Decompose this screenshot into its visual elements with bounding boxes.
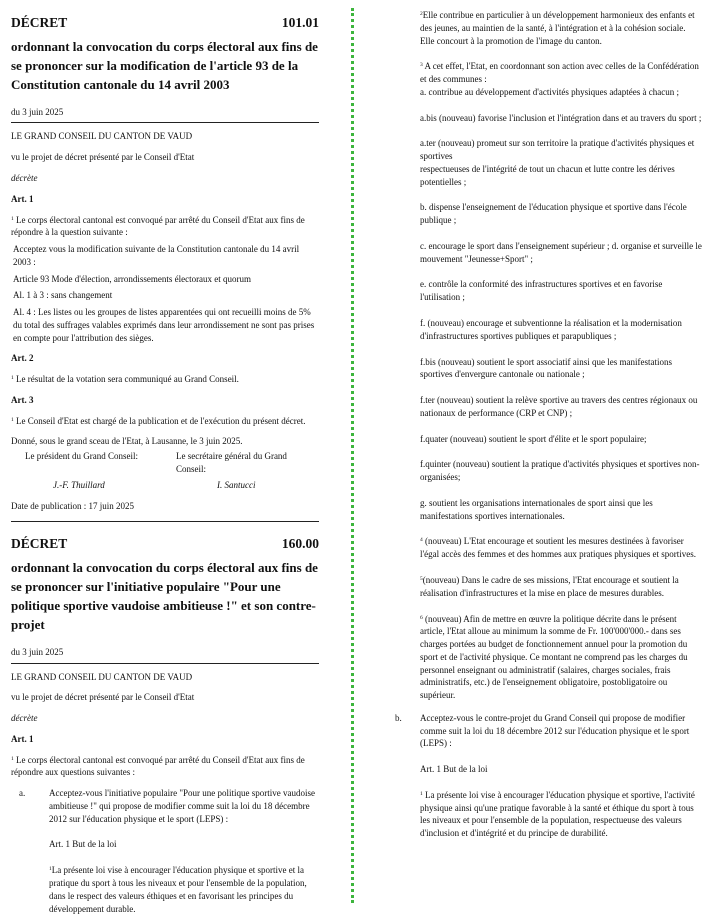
law-paragraph: $^1$La présente loi vise à encourager l'éducation physique et sportive et la pratique du sport à tous les niveaux et pour l'ensemble de la population, dans le respect des valeurs éthiques et en favorisant les principes du développement durable. xyxy=(49,865,307,914)
law-letter: f.quater (nouveau) soutient le sport d'élite et le sport populaire; xyxy=(420,433,647,444)
law-letter: b. dispense l'enseignement de l'éducation physique et sportive dans l'école publique ; xyxy=(420,202,687,226)
law-letter: c. encourage le sport dans l'enseignement supérieur ; d. organise et surveille le mouvement "Jeunesse+Sport" ; xyxy=(420,240,702,264)
council-name: LE GRAND CONSEIL DU CANTON DE VAUD xyxy=(11,131,193,142)
item-label: a. xyxy=(19,788,26,799)
decree-title: ordonnant la convocation du corps électoral aux fins de se prononcer sur l'initiative populaire "Pour une politique sportive vaudoise ambitieuse !" et son contre-projet xyxy=(11,560,318,632)
paragraph: $^1$ Le Conseil d'Etat est chargé de la publication et de l'exécution du présent décret. xyxy=(11,415,306,426)
column-divider xyxy=(351,8,354,903)
preamble: vu le projet de décret présenté par le Conseil d'Etat xyxy=(11,152,195,163)
law-article-title: Art. 1 But de la loi xyxy=(420,764,488,775)
law-paragraph: $^4$ (nouveau) L'Etat encourage et soutient les mesures destinées à favoriser l'égal accès des femmes et des hommes aux pratiques physiques et sportives. xyxy=(420,536,697,560)
signature-role: Le secrétaire général du Grand Conseil: xyxy=(176,451,287,474)
law-paragraph: $^1$ La présente loi vise à encourager l'éducation physique et sportive, l'activité physique ainsi qu'une pratique favorable à la santé et éthique du sport à tous les niveaux et pour l'ensemble de la population, respectueuse des valeurs d'inclusion et d'intégrité et du principe de durabilité. xyxy=(420,789,695,839)
item-text: Acceptez-vous le contre-projet du Grand Conseil qui propose de modifier comme suit la loi du 18 décembre 2012 sur l'éducation physique et le sport (LEPS) : xyxy=(420,712,690,749)
item-text: Acceptez-vous l'initiative populaire "Pour une politique sportive vaudoise ambitieuse !" qui propose de modifier comme suit la loi du 18 décembre 2012 sur l'éducation physique et le sport (LEPS) : xyxy=(49,788,315,824)
signature-name: J.-F. Thuillard xyxy=(53,479,105,490)
law-letter: f.quinter (nouveau) soutient la pratique d'activités physiques et sportives non-organisées; xyxy=(420,459,700,483)
question-paragraph: Al. 4 : Les listes ou les groupes de listes apparentées qui ont recueilli moins de 5% du total des suffrages valables exprimés dans leur arrondissement ne sont pas prises en compte pour l'attribution des sièges. xyxy=(13,307,315,343)
signature-name: I. Santucci xyxy=(217,479,256,490)
preamble: vu le projet de décret présenté par le Conseil d'Etat xyxy=(11,692,195,703)
decree-date: du 3 juin 2025 xyxy=(11,106,64,117)
law-letter: respectueuses de l'intégrité de tout un chacun et lutte contre les dérives potentielles ; xyxy=(420,163,675,187)
divider-rule xyxy=(11,663,319,664)
item-label: b. xyxy=(395,712,402,723)
decree-title: ordonnant la convocation du corps électoral aux fins de se prononcer sur la modification de l'article 93 de la Constitution cantonale du 14 avril 2003 xyxy=(11,39,318,92)
decree-date: du 3 juin 2025 xyxy=(11,646,64,657)
decree-heading: DÉCRET xyxy=(11,536,68,552)
question-article: Article 93 Mode d'élection, arrondissements électoraux et quorum xyxy=(13,273,252,284)
law-letter: f. (nouveau) encourage et subventionne la réalisation et la modernisation d'infrastructures sportives publiques et parapubliques ; xyxy=(420,318,682,341)
law-letter: g. soutient les organisations internationales de sport ainsi que les manifestations sportives internationales. xyxy=(420,497,653,521)
left-column xyxy=(11,0,319,915)
decree-number: 101.01 xyxy=(281,15,319,30)
law-paragraph: $^2$Elle contribue en particulier à un développement harmonieux des enfants et des jeunes, au maintien de la santé, à l'intégration et à la cohésion sociale. Elle concourt à la promotion de l'image du canton. xyxy=(420,10,695,46)
decree-heading: DÉCRET xyxy=(11,15,68,30)
publication-date: Date de publication : 17 juin 2025 xyxy=(11,500,134,511)
paragraph: $^1$ Le résultat de la votation sera communiqué au Grand Conseil. xyxy=(11,374,239,385)
signature-names xyxy=(11,479,319,492)
article-title: Art. 1 xyxy=(11,193,34,204)
right-column xyxy=(395,0,702,840)
question: Acceptez vous la modification suivante de la Constitution cantonale du 14 avril 2003 : xyxy=(13,244,300,267)
paragraph: $^1$ Le corps électoral cantonal est convoqué par arrêté du Conseil d'Etat aux fins de répondre aux questions suivantes : xyxy=(11,754,305,778)
article-title: Art. 3 xyxy=(11,394,34,405)
law-paragraph: $^3$ A cet effet, l'Etat, en coordonnant son action avec celles de la Confédération et des communes : xyxy=(420,61,699,85)
decree-header xyxy=(11,0,319,32)
given-line: Donné, sous le grand sceau de l'Etat, à Lausanne, le 3 juin 2025. xyxy=(11,436,243,447)
divider-rule xyxy=(11,122,319,123)
decrees-word: décrète xyxy=(11,172,38,183)
decrees-word: décrète xyxy=(11,713,38,724)
question-item xyxy=(395,712,702,840)
law-paragraph: $^5$(nouveau) Dans le cadre de ses missions, l'Etat encourage et soutient la réalisation d'infrastructures et la mise en place de mesures durables. xyxy=(420,574,679,598)
question-paragraph: Al. 1 à 3 : sans changement xyxy=(13,290,113,301)
law-letter: e. contrôle la conformité des infrastructures sportives et en favorise l'utilisation ; xyxy=(420,279,663,303)
decree-number: 160.00 xyxy=(281,536,319,552)
law-letter: f.bis (nouveau) soutient le sport associatif ainsi que les manifestations sportives d'envergure cantonale ou nationale ; xyxy=(420,356,672,380)
law-letter: a.bis (nouveau) favorise l'inclusion et l'intégration dans et au travers du sport ; xyxy=(420,112,702,123)
signature-role: Le président du Grand Conseil: xyxy=(25,451,138,462)
law-letter: a.ter (nouveau) promeut sur son territoire la pratique d'activités physiques et sportives xyxy=(420,138,695,162)
law-letter: a. contribue au développement d'activités physiques adaptées à chacun ; xyxy=(420,86,680,97)
law-article-title: Art. 1 But de la loi xyxy=(49,839,117,850)
paragraph: $^1$ Le corps électoral cantonal est convoqué par arrêté du Conseil d'Etat aux fins de répondre à la question suivante : xyxy=(11,214,305,238)
article-title: Art. 2 xyxy=(11,353,34,364)
question-item xyxy=(11,787,319,915)
law-letter: f.ter (nouveau) soutient la relève sportive au travers des centres régionaux ou nationaux de performance (CRP et CNP) ; xyxy=(420,395,698,418)
law-paragraph: $^6$ (nouveau) Afin de mettre en œuvre la politique décrite dans le présent article, l'Etat alloue au minimum la somme de Fr. 100'000'000.- dans ses charges portées au budget de fonctionnement annuel pour la promotion du sport et de l'activité physique. Ce montant ne comprend pas les charges du personnel enseignant ou administratif (salaires, charges sociales, frais administratifs, etc.) de l'enseignement obligatoire, postobligatoire ou supérieur. xyxy=(420,613,688,701)
decree-header xyxy=(11,522,319,553)
signature-roles xyxy=(11,450,319,476)
article-title: Art. 1 xyxy=(11,733,34,744)
council-name: LE GRAND CONSEIL DU CANTON DE VAUD xyxy=(11,671,193,682)
